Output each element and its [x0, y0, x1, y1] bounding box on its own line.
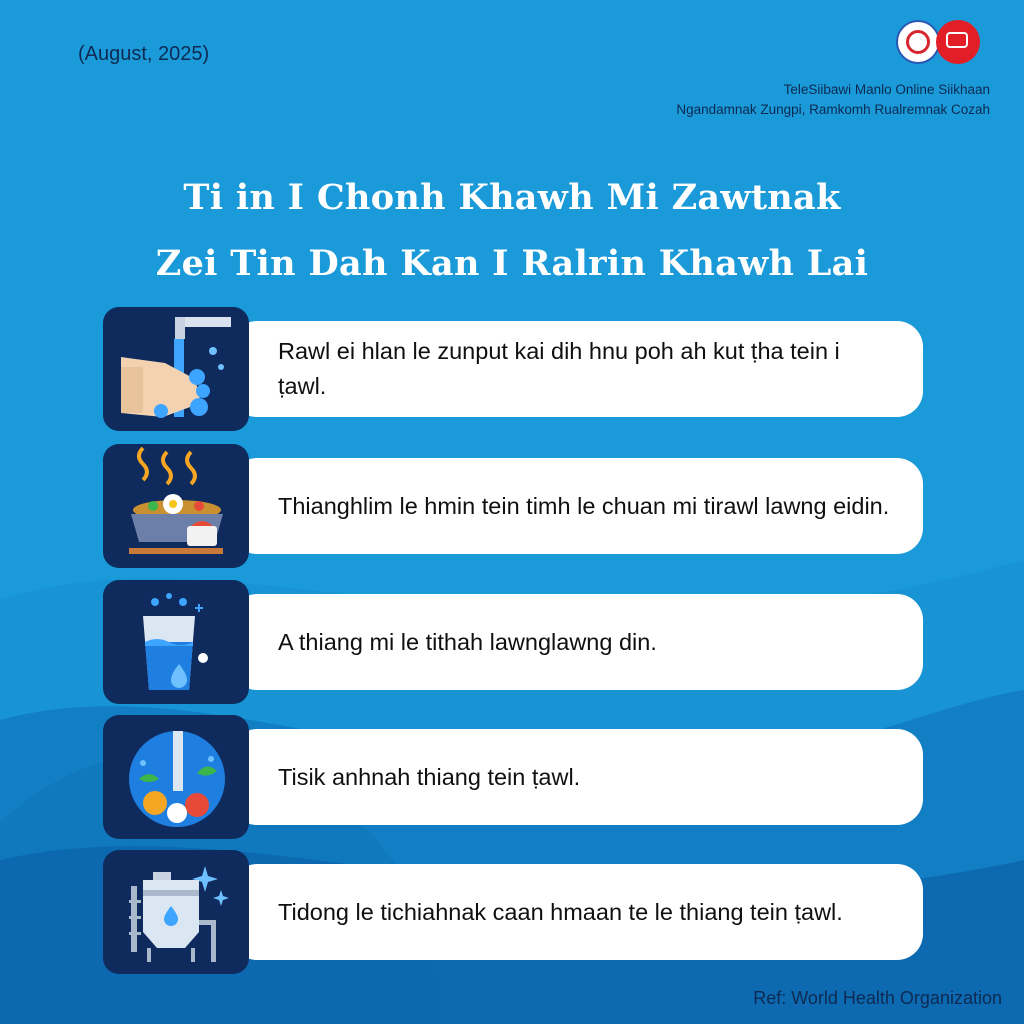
organization-line-2: Ngandamnak Zungpi, Ramkomh Rualremnak Cozah	[676, 102, 990, 117]
tip-text: Tidong le tichiahnak caan hmaan te le thiang tein ṭawl.	[278, 898, 843, 925]
tip-item	[103, 444, 923, 568]
clean-water-tank-icon	[103, 850, 249, 974]
reference-label: Ref: World Health Organization	[753, 988, 1002, 1008]
logo-group	[896, 20, 988, 68]
tip-item	[103, 850, 923, 974]
ministry-of-health-logo	[896, 20, 940, 64]
tip-text: Rawl ei hlan le zunput kai dih hnu poh ah kut ṭha tein i ṭawl.	[278, 338, 840, 399]
organization-line-1: TeleSiibawi Manlo Online Siikhaan	[783, 82, 990, 97]
tip-text: Thianghlim le hmin tein timh le chuan mi tirawl lawng eidin.	[278, 492, 890, 519]
organization-block	[676, 80, 990, 120]
washing-vegetables-icon	[103, 715, 249, 839]
page-title	[0, 165, 1024, 297]
title-line-1: Ti in I Chonh Khawh Mi Zawtnak	[183, 177, 841, 218]
hand-washing-icon	[103, 307, 249, 431]
tip-item	[103, 715, 923, 839]
telemedicine-logo	[936, 20, 980, 64]
tip-item	[103, 307, 923, 431]
tip-text: A thiang mi le tithah lawnglawng din.	[278, 628, 657, 655]
hot-food-bowl-icon	[103, 444, 249, 568]
date-label: (August, 2025)	[78, 43, 210, 65]
tip-item	[103, 580, 923, 704]
tip-text: Tisik anhnah thiang tein ṭawl.	[278, 763, 581, 790]
water-glass-icon	[103, 580, 249, 704]
title-line-2: Zei Tin Dah Kan I Ralrin Khawh Lai	[155, 243, 869, 284]
